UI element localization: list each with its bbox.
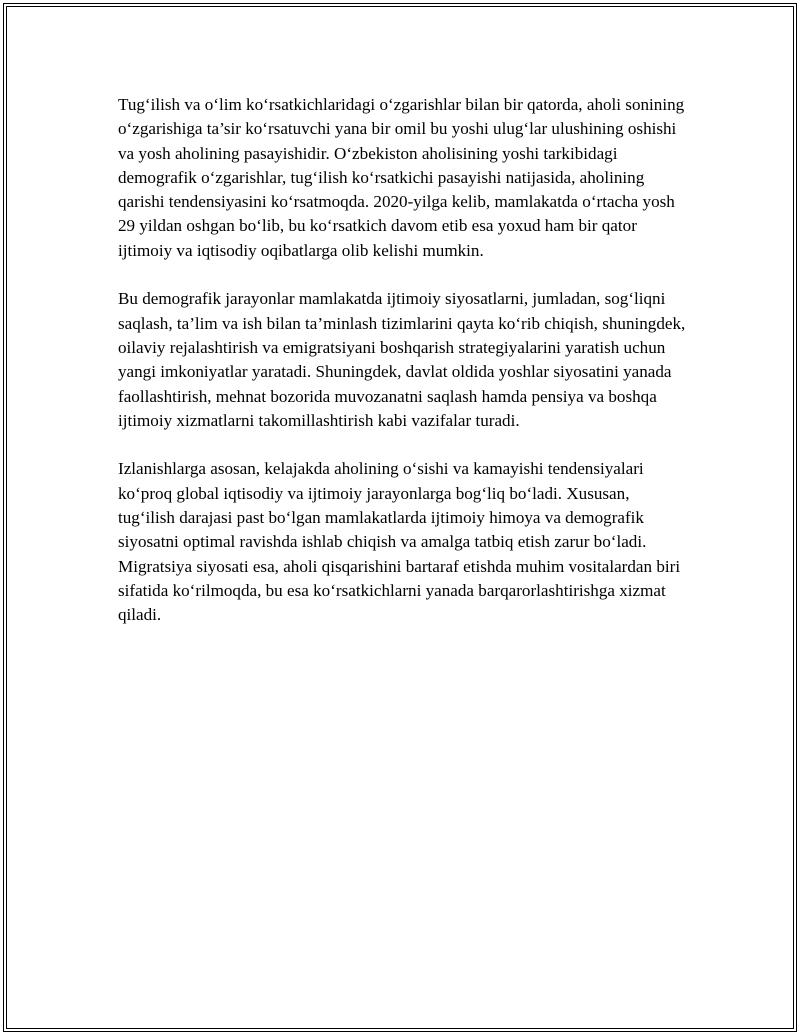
paragraph-2: Bu demografik jarayonlar mamlakatda ijtimoiy siyosatlarni, jumladan, sog‘liqni saqlash, ta’lim va ish bilan ta’minlash tizimlarini qayta ko‘rib chiqish, shuningdek, oilaviy rejalashtirish va emigratsiyani boshqarish strategiyalarini yaratish uchun yangi imkoniyatlar yaratadi. Shuningdek, davlat oldida yoshlar siyosatini yanada faollashtirish, mehnat bozorida muvozanatni saqlash hamda pensiya va boshqa ijtimoiy xizmatlarni takomillashtirish kabi vazifalar turadi. — [118, 289, 686, 430]
paragraph-1: Tug‘ilish va o‘lim ko‘rsatkichlaridagi o‘zgarishlar bilan bir qatorda, aholi sonining o‘zgarishiga ta’sir ko‘rsatuvchi yana bir omil bu yoshi ulug‘lar ulushining oshishi va yosh aholining pasayishidir. O‘zbekiston aholisining yoshi tarkibidagi demografik o‘zgarishlar, tug‘ilish ko‘rsatkichi pasayishi natijasida, aholining qarishi tendensiyasini ko‘rsatmoqda. 2020-yilga kelib, mamlakatda o‘rtacha yosh 29 yildan oshgan bo‘lib, bu ko‘rsatkich davom etib esa yoxud ham bir qator ijtimoiy va iqtisodiy oqibatlarga olib kelishi mumkin. — [118, 95, 685, 260]
document-body — [118, 93, 690, 652]
paragraph-3: Izlanishlarga asosan, kelajakda aholining o‘sishi va kamayishi tendensiyalari ko‘proq global iqtisodiy va ijtimoiy jarayonlarga bog‘liq bo‘ladi. Xususan, tug‘ilish darajasi past bo‘lgan mamlakatlarda ijtimoiy himoya va demografik siyosatni optimal ravishda ishlab chiqish va amalga tatbiq etish zarur bo‘ladi. Migratsiya siyosati esa, aholi qisqarishini bartaraf etishda muhim vositalardan biri sifatida ko‘rilmoqda, bu esa ko‘rsatkichlarni yanada barqarorlashtirishga xizmat qiladi. — [118, 459, 681, 625]
